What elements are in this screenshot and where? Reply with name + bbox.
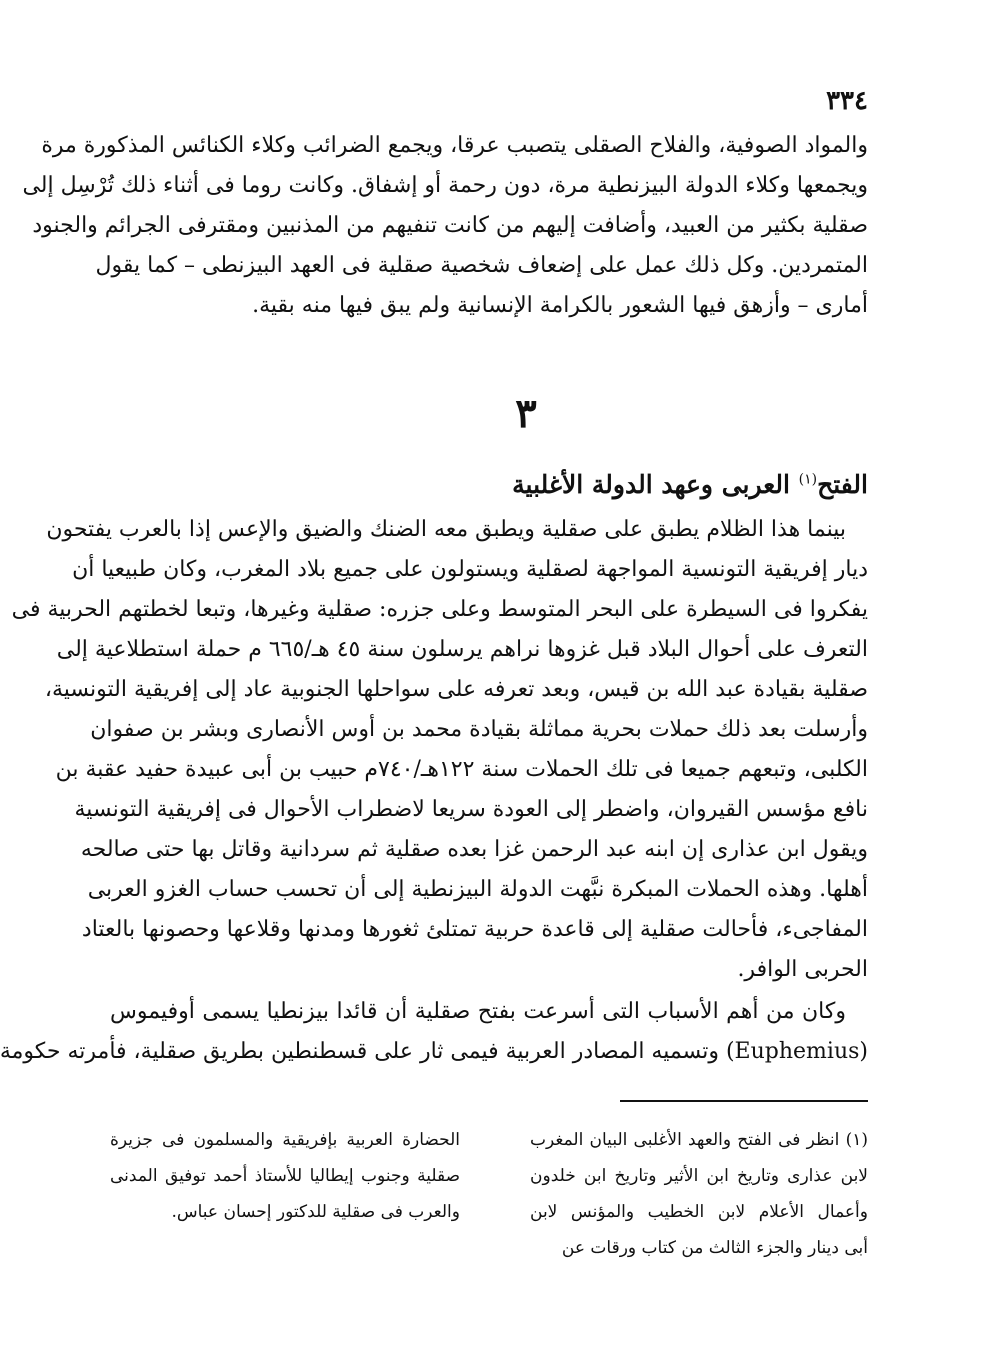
paragraph-line: صقلية بقيادة عبد الله بن قيس، وبعد تعرفه على سواحلها الجنوبية عاد إلى إفريقية التونسية، — [44, 677, 868, 702]
section-number: ٣ — [515, 390, 537, 437]
paragraph-line: والمواد الصوفية، والفلاح الصقلى يتصبب عرقا، ويجمع الضرائب وكلاء الكنائس المذكورة مرة — [41, 133, 868, 158]
paragraph-line: يفكروا فى السيطرة على البحر المتوسط وعلى جزره: صقلية وغيرها، وتبعا لخطتهم الحربية فى — [11, 597, 868, 622]
footnote-line: أبى دينار والجزء الثالث من كتاب ورقات عن — [561, 1238, 868, 1258]
footnote-line: لابن عذارى وتاريخ ابن الأثير وتاريخ ابن خلدون — [530, 1166, 868, 1186]
section-heading-text: الفتح — [817, 470, 868, 499]
section-heading-text: العربى وعهد الدولة الأغلبية — [512, 470, 799, 499]
paragraph-line: المفاجىء، فأحالت صقلية إلى قاعدة حربية تمتلئ ثغورها ومدنها وقلاعها وحصونها بالعتاد — [81, 917, 868, 942]
footnote-line: صقلية وجنوب إيطاليا للأستاذ أحمد توفيق المدنى — [110, 1166, 460, 1186]
paragraph-3 — [0, 992, 868, 1072]
footnote-column-left — [110, 1122, 460, 1230]
paragraph-line: أهلها. وهذه الحملات المبكرة نبَّهت الدولة البيزنطية إلى أن تحسب حساب الغزو العربى — [87, 877, 868, 902]
footnote-divider — [620, 1100, 868, 1102]
page-number: ٣٣٤ — [826, 86, 868, 116]
paragraph-line: ديار إفريقية التونسية المواجهة لصقلية ويستولون على جميع بلاد المغرب، وكان طبيعيا أن — [72, 557, 868, 582]
paragraph-line: ويقول ابن عذارى إن ابنه عبد الرحمن غزا بعده صقلية ثم سردانية وقاتل بها حتى صالحه — [80, 837, 868, 862]
section-heading — [512, 470, 868, 499]
paragraph-1 — [22, 126, 868, 326]
paragraph-line: المتمردين. وكل ذلك عمل على إضعاف شخصية صقلية فى العهد البيزنطى – كما يقول — [95, 253, 868, 278]
paragraph-line: ويجمعها وكلاء الدولة البيزنطية مرة، دون رحمة أو إشفاق. وكانت روما فى أثناء ذلك تُرْسِل إلى — [22, 173, 868, 198]
footnote-line: وأعمال الأعلام لابن الخطيب والمؤنس لابن — [530, 1202, 868, 1222]
paragraph-line: الحربى الوافر. — [737, 957, 868, 982]
footnote-reference: (١) — [798, 471, 818, 488]
paragraph-line: بينما هذا الظلام يطبق على صقلية ويطبق معه الضنك والضيق والإعس إذا بالعرب يفتحون — [46, 517, 846, 542]
footnote-line: الحضارة العربية بإفريقية والمسلمون فى جزيرة — [110, 1130, 460, 1150]
footnote-column-right — [530, 1122, 868, 1266]
paragraph-line: نافع مؤسس القيروان، واضطر إلى العودة سريعا لاضطراب الأحوال فى إفريقية التونسية — [74, 797, 868, 822]
paragraph-line: التعرف على أحوال البلاد قبل غزوها نراهم يرسلون سنة ٤٥ هـ/٦٦٥ م حملة استطلاعية إلى — [56, 637, 868, 662]
paragraph-line: صقلية بكثير من العبيد، وأضافت إليهم من كانت تنفيهم من المذنبين ومقترفى الجرائم والجنود — [32, 213, 868, 238]
paragraph-line: وكان من أهم الأسباب التى أسرعت بفتح صقلية أن قائدا بيزنطيا يسمى أوفيموس — [110, 999, 846, 1024]
footnote-line: (١) انظر فى الفتح والعهد الأغلبى البيان المغرب — [530, 1130, 868, 1150]
paragraph-line: (Euphemius) وتسميه المصادر العربية فيمى ثار على قسطنطين بطريق صقلية، فأمرته حكومة — [0, 1039, 868, 1064]
paragraph-line: وأرسلت بعد ذلك حملات بحرية مماثلة بقيادة محمد بن أوس الأنصارى وبشر بن صفوان — [90, 717, 868, 742]
footnote-line: والعرب فى صقلية للدكتور إحسان عباس. — [171, 1202, 460, 1222]
paragraph-line: الكلبى، وتبعهم جميعا فى تلك الحملات سنة ١٢٢هـ/٧٤٠م حبيب بن أبى عبيدة حفيد عقبة بن — [55, 757, 868, 782]
paragraph-line: أمارى – وأزهق فيها الشعور بالكرامة الإنسانية ولم يبق فيها منه بقية. — [252, 293, 868, 318]
paragraph-2 — [11, 510, 868, 990]
